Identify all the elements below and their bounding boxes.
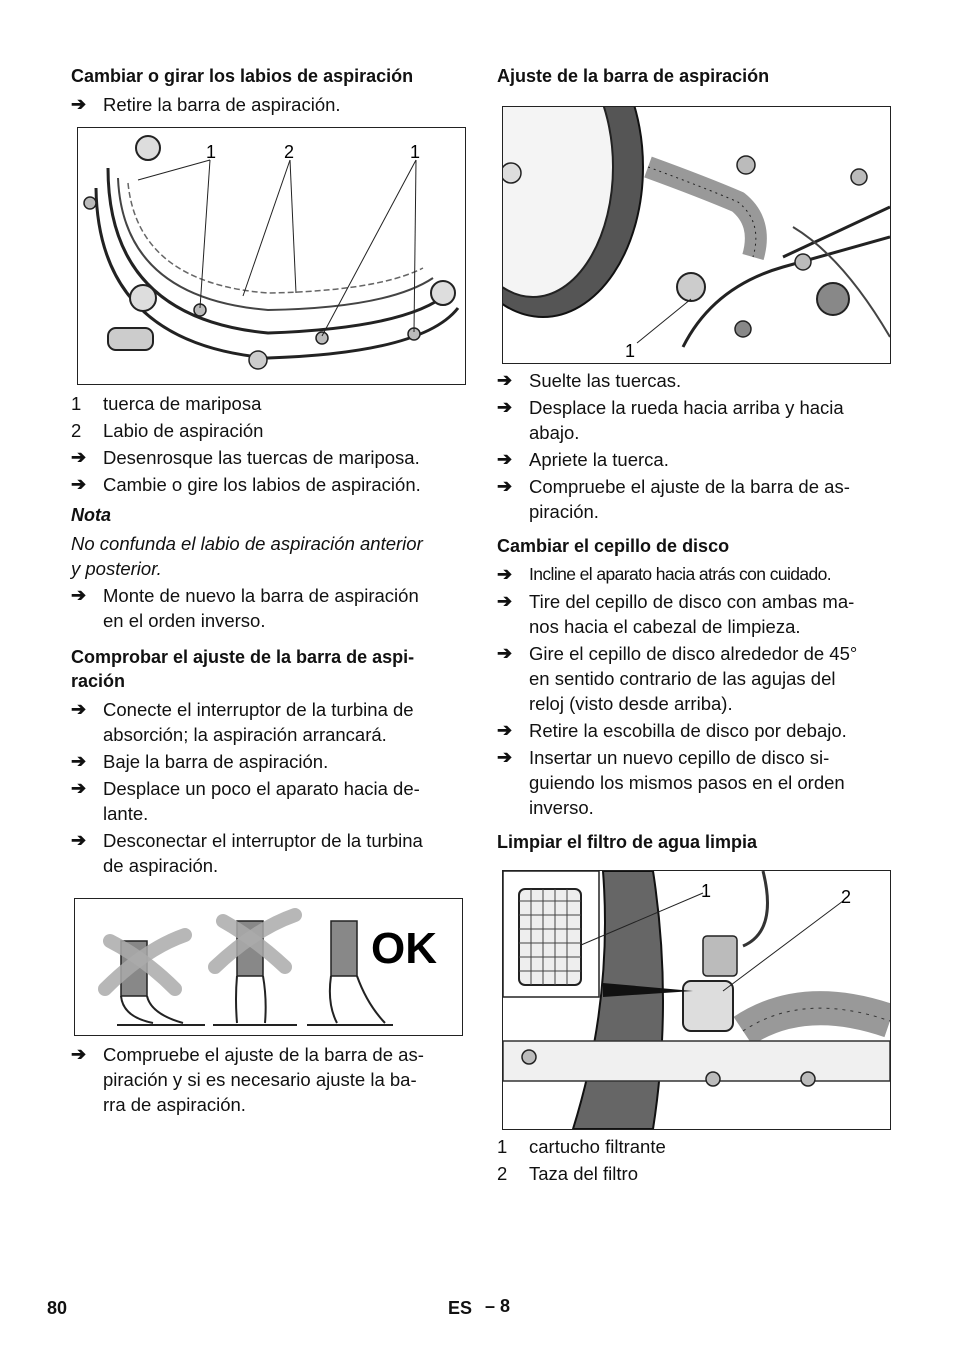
wheel-adjustment-illustration xyxy=(503,107,890,363)
water-filter-illustration xyxy=(503,871,890,1129)
step: ➔ Incline el aparato hacia atrás con cuidado. xyxy=(497,562,890,587)
arrow-icon: ➔ xyxy=(71,699,87,719)
arrow-icon: ➔ xyxy=(497,720,513,740)
step: ➔ Desplace un poco el aparato hacia de- lante. xyxy=(71,778,420,824)
right-column xyxy=(497,64,890,1188)
arrow-icon: ➔ xyxy=(497,476,513,496)
step: ➔ Compruebe el ajuste de la barra de as- piración. xyxy=(497,476,850,522)
legend-item: 2 Labio de aspiración xyxy=(71,420,264,441)
arrow-icon: ➔ xyxy=(71,94,87,114)
arrow-icon: ➔ xyxy=(497,370,513,390)
legend-item: 1 tuerca de mariposa xyxy=(71,393,262,414)
section-heading-clean-filter: Limpiar el filtro de agua limpia xyxy=(497,832,758,852)
arrow-icon: ➔ xyxy=(71,447,87,467)
lip-positions-illustration xyxy=(75,899,462,1035)
section-heading-adjust-bar: Ajuste de la barra de aspiración xyxy=(497,66,770,86)
legend-item: 1 cartucho filtrante xyxy=(497,1136,666,1157)
arrow-icon: ➔ xyxy=(71,751,87,771)
note-text: No confunda el labio de aspiración anterior y posterior. xyxy=(71,533,423,579)
arrow-icon: ➔ xyxy=(497,449,513,469)
step: ➔ Desconectar el interruptor de la turbina de aspiración. xyxy=(71,830,423,876)
step: ➔ Retire la barra de aspiración. xyxy=(71,94,341,115)
section-heading-disc-brush: Cambiar el cepillo de disco xyxy=(497,536,730,556)
arrow-icon: ➔ xyxy=(71,585,87,605)
step: ➔ Desenrosque las tuercas de mariposa. xyxy=(71,447,420,468)
figure-water-filter xyxy=(502,870,891,1130)
figure-wheel-adjustment xyxy=(502,106,891,364)
callout-1-right: 1 xyxy=(410,142,421,162)
left-column xyxy=(71,64,464,1119)
arrow-icon: ➔ xyxy=(497,643,513,663)
arrow-icon: ➔ xyxy=(497,747,513,767)
callout-1: 1 xyxy=(625,341,636,361)
step: ➔ Cambie o gire los labios de aspiración. xyxy=(71,474,421,495)
arrow-icon: ➔ xyxy=(71,778,87,798)
callout-2: 2 xyxy=(841,887,852,907)
arrow-icon: ➔ xyxy=(71,1044,87,1064)
callout-2: 2 xyxy=(284,142,295,162)
figure-lip-positions xyxy=(74,898,463,1036)
step: ➔ Compruebe el ajuste de la barra de as- piración y si es necesario ajuste la ba- rra de aspiración. xyxy=(71,1044,424,1115)
language-code: ES xyxy=(448,1298,473,1318)
step: ➔ Gire el cepillo de disco alrededor de 45° en sentido contrario de las agujas del reloj (visto desde arriba). xyxy=(497,643,858,714)
note-title: Nota xyxy=(71,505,111,525)
arrow-icon: ➔ xyxy=(71,474,87,494)
section-heading-check-adjustment: Comprobar el ajuste de la barra de aspi- ración xyxy=(71,647,415,691)
arrow-icon: ➔ xyxy=(497,591,513,611)
arrow-icon: ➔ xyxy=(497,397,513,417)
step: ➔ Desplace la rueda hacia arriba y hacia abajo. xyxy=(497,397,844,443)
section-heading-change-lips: Cambiar o girar los labios de aspiración xyxy=(71,66,414,86)
ok-label: OK xyxy=(371,924,437,973)
suction-bar-illustration xyxy=(78,128,465,384)
page-number: 80 xyxy=(47,1298,68,1318)
section-page-number: – 8 xyxy=(485,1296,511,1316)
callout-1-left: 1 xyxy=(206,142,217,162)
arrow-icon: ➔ xyxy=(497,564,513,584)
step: ➔ Baje la barra de aspiración. xyxy=(71,751,329,772)
arrow-icon: ➔ xyxy=(71,830,87,850)
step: ➔ Suelte las tuercas. xyxy=(497,370,682,391)
step: ➔ Apriete la tuerca. xyxy=(497,449,669,470)
step: ➔ Retire la escobilla de disco por debajo. xyxy=(497,720,847,741)
step: ➔ Monte de nuevo la barra de aspiración en el orden inverso. xyxy=(71,585,419,631)
step: ➔ Conecte el interruptor de la turbina de absorción; la aspiración arrancará. xyxy=(71,699,414,745)
figure-suction-bar xyxy=(77,127,466,385)
step: ➔ Tire del cepillo de disco con ambas ma- nos hacia el cabezal de limpieza. xyxy=(497,591,855,637)
callout-1: 1 xyxy=(701,881,712,901)
legend-item: 2 Taza del filtro xyxy=(497,1163,638,1184)
step: ➔ Insertar un nuevo cepillo de disco si- guiendo los mismos pasos en el orden inverso. xyxy=(497,747,845,818)
